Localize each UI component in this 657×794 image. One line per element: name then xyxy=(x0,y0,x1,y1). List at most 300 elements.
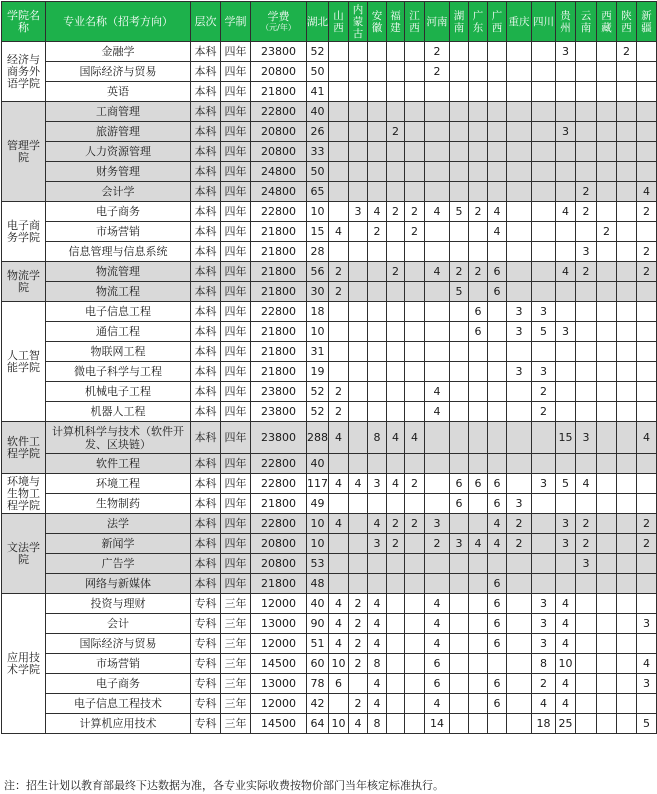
quota-cell xyxy=(507,282,532,302)
table-row xyxy=(2,282,657,302)
duration-cell: 四年 xyxy=(221,422,251,454)
level-cell: 本科 xyxy=(191,182,221,202)
quota-cell: 2 xyxy=(425,42,450,62)
table-row xyxy=(2,422,657,454)
quota-cell xyxy=(387,302,405,322)
quota-cell xyxy=(617,382,637,402)
quota-cell xyxy=(617,554,637,574)
quota-cell xyxy=(405,674,425,694)
quota-cell xyxy=(349,82,368,102)
quota-cell: 4 xyxy=(425,262,450,282)
quota-cell xyxy=(556,342,576,362)
quota-cell xyxy=(532,574,556,594)
fee-unit: （元/年） xyxy=(261,23,296,32)
quota-cell xyxy=(450,362,469,382)
level-cell: 本科 xyxy=(191,422,221,454)
quota-cell xyxy=(387,402,405,422)
quota-cell xyxy=(576,594,597,614)
quota-cell: 64 xyxy=(307,714,329,734)
quota-cell xyxy=(368,574,387,594)
quota-cell xyxy=(329,574,349,594)
quota-cell xyxy=(387,554,405,574)
quota-cell xyxy=(469,514,488,534)
quota-cell xyxy=(450,302,469,322)
table-row xyxy=(2,322,657,342)
fee-cell: 22800 xyxy=(251,474,307,494)
quota-cell xyxy=(329,342,349,362)
quota-cell xyxy=(368,302,387,322)
quota-cell xyxy=(507,182,532,202)
quota-cell xyxy=(405,342,425,362)
quota-cell xyxy=(597,102,617,122)
quota-cell: 6 xyxy=(488,614,507,634)
quota-cell xyxy=(425,282,450,302)
major-cell: 微电子科学与工程 xyxy=(46,362,191,382)
fee-cell: 22800 xyxy=(251,102,307,122)
duration-cell: 四年 xyxy=(221,182,251,202)
level-cell: 本科 xyxy=(191,454,221,474)
quota-cell xyxy=(329,302,349,322)
major-cell: 广告学 xyxy=(46,554,191,574)
quota-cell xyxy=(576,222,597,242)
quota-cell xyxy=(597,614,617,634)
quota-cell xyxy=(425,162,450,182)
quota-cell xyxy=(387,282,405,302)
quota-cell xyxy=(507,614,532,634)
quota-cell xyxy=(637,122,657,142)
fee-cell: 13000 xyxy=(251,614,307,634)
quota-cell xyxy=(576,102,597,122)
quota-cell: 25 xyxy=(556,714,576,734)
quota-cell xyxy=(576,142,597,162)
quota-cell: 3 xyxy=(556,514,576,534)
level-cell: 本科 xyxy=(191,82,221,102)
fee-cell: 21800 xyxy=(251,362,307,382)
quota-cell: 6 xyxy=(469,302,488,322)
duration-cell: 四年 xyxy=(221,242,251,262)
quota-cell xyxy=(507,654,532,674)
quota-cell: 3 xyxy=(349,202,368,222)
quota-cell xyxy=(576,454,597,474)
table-row xyxy=(2,82,657,102)
quota-cell: 6 xyxy=(425,674,450,694)
quota-cell: 4 xyxy=(405,422,425,454)
quota-cell xyxy=(507,162,532,182)
quota-cell xyxy=(329,82,349,102)
quota-cell xyxy=(387,182,405,202)
col-province: 新疆 xyxy=(637,2,657,42)
quota-cell xyxy=(617,614,637,634)
quota-cell xyxy=(532,142,556,162)
quota-cell: 4 xyxy=(329,634,349,654)
quota-cell xyxy=(329,102,349,122)
quota-cell xyxy=(507,62,532,82)
quota-cell xyxy=(637,634,657,654)
quota-cell xyxy=(617,282,637,302)
quota-cell xyxy=(349,142,368,162)
quota-cell xyxy=(387,142,405,162)
quota-cell xyxy=(425,242,450,262)
major-cell: 软件工程 xyxy=(46,454,191,474)
quota-cell xyxy=(488,242,507,262)
col-province: 陕西 xyxy=(617,2,637,42)
quota-cell xyxy=(597,674,617,694)
quota-cell: 3 xyxy=(637,674,657,694)
quota-cell xyxy=(576,162,597,182)
duration-cell: 四年 xyxy=(221,454,251,474)
quota-cell xyxy=(425,302,450,322)
quota-cell xyxy=(488,62,507,82)
quota-cell xyxy=(556,382,576,402)
quota-cell xyxy=(576,402,597,422)
table-row xyxy=(2,714,657,734)
quota-cell: 4 xyxy=(425,202,450,222)
quota-cell xyxy=(368,262,387,282)
quota-cell xyxy=(425,554,450,574)
quota-cell: 41 xyxy=(307,82,329,102)
enrollment-table xyxy=(1,1,657,734)
quota-cell xyxy=(425,182,450,202)
quota-cell xyxy=(349,362,368,382)
quota-cell xyxy=(450,594,469,614)
quota-cell: 3 xyxy=(576,554,597,574)
quota-cell xyxy=(450,422,469,454)
table-row xyxy=(2,474,657,494)
quota-cell xyxy=(597,62,617,82)
major-cell: 电子信息工程 xyxy=(46,302,191,322)
quota-cell xyxy=(450,82,469,102)
quota-cell: 3 xyxy=(425,514,450,534)
quota-cell xyxy=(469,402,488,422)
fee-cell: 24800 xyxy=(251,162,307,182)
quota-cell xyxy=(387,674,405,694)
quota-cell xyxy=(450,514,469,534)
quota-cell xyxy=(597,574,617,594)
quota-cell: 6 xyxy=(450,474,469,494)
major-cell: 投资与理财 xyxy=(46,594,191,614)
quota-cell: 3 xyxy=(532,302,556,322)
quota-cell xyxy=(617,82,637,102)
quota-cell xyxy=(617,494,637,514)
fee-cell: 14500 xyxy=(251,714,307,734)
quota-cell xyxy=(637,694,657,714)
quota-cell xyxy=(450,454,469,474)
quota-cell xyxy=(450,342,469,362)
quota-cell xyxy=(425,102,450,122)
quota-cell: 2 xyxy=(349,634,368,654)
fee-cell: 20800 xyxy=(251,534,307,554)
quota-cell xyxy=(450,222,469,242)
quota-cell xyxy=(450,574,469,594)
quota-cell: 5 xyxy=(532,322,556,342)
quota-cell: 4 xyxy=(425,594,450,614)
quota-cell xyxy=(387,322,405,342)
major-cell: 财务管理 xyxy=(46,162,191,182)
quota-cell xyxy=(469,654,488,674)
quota-cell xyxy=(507,262,532,282)
quota-cell xyxy=(349,574,368,594)
duration-cell: 三年 xyxy=(221,654,251,674)
major-cell: 电子商务 xyxy=(46,674,191,694)
quota-cell: 3 xyxy=(556,322,576,342)
quota-cell xyxy=(576,694,597,714)
quota-cell: 40 xyxy=(307,102,329,122)
quota-cell xyxy=(349,322,368,342)
level-cell: 本科 xyxy=(191,574,221,594)
quota-cell xyxy=(507,474,532,494)
quota-cell xyxy=(532,534,556,554)
college-name: 电子商务学院 xyxy=(2,202,46,262)
quota-cell xyxy=(368,322,387,342)
level-cell: 本科 xyxy=(191,382,221,402)
duration-cell: 四年 xyxy=(221,574,251,594)
quota-cell: 4 xyxy=(425,382,450,402)
fee-cell: 20800 xyxy=(251,142,307,162)
fee-cell: 21800 xyxy=(251,494,307,514)
level-cell: 本科 xyxy=(191,242,221,262)
major-cell: 信息管理与信息系统 xyxy=(46,242,191,262)
duration-cell: 四年 xyxy=(221,382,251,402)
quota-cell: 6 xyxy=(488,694,507,714)
quota-cell xyxy=(597,514,617,534)
quota-cell: 2 xyxy=(507,514,532,534)
duration-cell: 四年 xyxy=(221,302,251,322)
quota-cell xyxy=(405,42,425,62)
major-cell: 通信工程 xyxy=(46,322,191,342)
col-duration: 学制 xyxy=(221,2,251,42)
quota-cell xyxy=(597,202,617,222)
quota-cell: 2 xyxy=(576,534,597,554)
quota-cell xyxy=(368,82,387,102)
college-name: 环境与生物工程学院 xyxy=(2,474,46,514)
quota-cell: 26 xyxy=(307,122,329,142)
table-row xyxy=(2,402,657,422)
quota-cell xyxy=(507,634,532,654)
quota-cell xyxy=(425,362,450,382)
col-province: 江西 xyxy=(405,2,425,42)
quota-cell: 6 xyxy=(488,282,507,302)
quota-cell xyxy=(507,222,532,242)
quota-cell xyxy=(469,242,488,262)
duration-cell: 四年 xyxy=(221,222,251,242)
quota-cell xyxy=(387,494,405,514)
quota-cell xyxy=(349,342,368,362)
duration-cell: 四年 xyxy=(221,82,251,102)
fee-cell: 22800 xyxy=(251,202,307,222)
quota-cell: 48 xyxy=(307,574,329,594)
fee-cell: 20800 xyxy=(251,554,307,574)
quota-cell xyxy=(349,554,368,574)
major-cell: 工商管理 xyxy=(46,102,191,122)
col-province: 贵州 xyxy=(556,2,576,42)
quota-cell xyxy=(597,654,617,674)
table-row xyxy=(2,454,657,474)
quota-cell xyxy=(556,402,576,422)
quota-cell xyxy=(349,674,368,694)
quota-cell: 3 xyxy=(532,594,556,614)
col-province: 广西 xyxy=(488,2,507,42)
quota-cell xyxy=(576,342,597,362)
level-cell: 本科 xyxy=(191,342,221,362)
quota-cell xyxy=(488,554,507,574)
quota-cell xyxy=(329,494,349,514)
quota-cell xyxy=(425,574,450,594)
quota-cell xyxy=(532,182,556,202)
quota-cell xyxy=(368,62,387,82)
quota-cell xyxy=(405,382,425,402)
quota-cell: 6 xyxy=(488,262,507,282)
duration-cell: 三年 xyxy=(221,614,251,634)
quota-cell: 4 xyxy=(368,674,387,694)
quota-cell: 5 xyxy=(450,282,469,302)
college-name: 经济与商务外语学院 xyxy=(2,42,46,102)
quota-cell xyxy=(597,342,617,362)
quota-cell xyxy=(576,382,597,402)
quota-cell xyxy=(450,694,469,714)
major-cell: 计算机应用技术 xyxy=(46,714,191,734)
quota-cell: 53 xyxy=(307,554,329,574)
quota-cell xyxy=(617,422,637,454)
quota-cell: 3 xyxy=(507,302,532,322)
quota-cell xyxy=(329,322,349,342)
quota-cell: 4 xyxy=(368,202,387,222)
level-cell: 专科 xyxy=(191,614,221,634)
quota-cell: 28 xyxy=(307,242,329,262)
quota-cell: 2 xyxy=(637,242,657,262)
quota-cell xyxy=(576,82,597,102)
level-cell: 本科 xyxy=(191,202,221,222)
quota-cell xyxy=(617,514,637,534)
quota-cell xyxy=(637,222,657,242)
quota-cell xyxy=(405,142,425,162)
quota-cell xyxy=(329,554,349,574)
quota-cell: 15 xyxy=(307,222,329,242)
quota-cell: 6 xyxy=(469,474,488,494)
quota-cell xyxy=(617,242,637,262)
quota-cell xyxy=(597,142,617,162)
level-cell: 专科 xyxy=(191,714,221,734)
quota-cell xyxy=(329,454,349,474)
quota-cell: 2 xyxy=(349,594,368,614)
quota-cell xyxy=(368,242,387,262)
major-cell: 机械电子工程 xyxy=(46,382,191,402)
quota-cell xyxy=(617,342,637,362)
quota-cell: 3 xyxy=(556,42,576,62)
quota-cell xyxy=(532,82,556,102)
quota-cell xyxy=(617,474,637,494)
quota-cell xyxy=(425,422,450,454)
quota-cell: 6 xyxy=(469,322,488,342)
quota-cell: 10 xyxy=(307,202,329,222)
quota-cell: 52 xyxy=(307,402,329,422)
quota-cell xyxy=(556,62,576,82)
major-cell: 物流工程 xyxy=(46,282,191,302)
quota-cell xyxy=(469,362,488,382)
quota-cell xyxy=(617,162,637,182)
quota-cell xyxy=(450,674,469,694)
quota-cell: 60 xyxy=(307,654,329,674)
quota-cell xyxy=(532,62,556,82)
quota-cell xyxy=(488,342,507,362)
quota-cell xyxy=(597,694,617,714)
quota-cell xyxy=(597,302,617,322)
quota-cell xyxy=(405,282,425,302)
quota-cell xyxy=(532,222,556,242)
table-row xyxy=(2,142,657,162)
quota-cell xyxy=(425,222,450,242)
quota-cell: 3 xyxy=(576,242,597,262)
fee-cell: 23800 xyxy=(251,402,307,422)
quota-cell: 19 xyxy=(307,362,329,382)
quota-cell xyxy=(329,122,349,142)
quota-cell: 40 xyxy=(307,454,329,474)
table-row xyxy=(2,382,657,402)
quota-cell: 4 xyxy=(368,514,387,534)
fee-cell: 22800 xyxy=(251,514,307,534)
quota-cell xyxy=(597,474,617,494)
major-cell: 环境工程 xyxy=(46,474,191,494)
quota-cell xyxy=(349,222,368,242)
quota-cell xyxy=(576,122,597,142)
quota-cell: 3 xyxy=(556,534,576,554)
quota-cell: 4 xyxy=(368,594,387,614)
duration-cell: 三年 xyxy=(221,634,251,654)
quota-cell xyxy=(597,422,617,454)
quota-cell xyxy=(349,302,368,322)
quota-cell: 2 xyxy=(349,694,368,714)
duration-cell: 四年 xyxy=(221,122,251,142)
quota-cell xyxy=(507,594,532,614)
college-name: 人工智能学院 xyxy=(2,302,46,422)
quota-cell: 4 xyxy=(425,614,450,634)
duration-cell: 四年 xyxy=(221,474,251,494)
quota-cell: 2 xyxy=(387,202,405,222)
quota-cell: 2 xyxy=(349,654,368,674)
level-cell: 本科 xyxy=(191,302,221,322)
col-province: 重庆 xyxy=(507,2,532,42)
quota-cell xyxy=(349,182,368,202)
quota-cell: 2 xyxy=(329,382,349,402)
quota-cell xyxy=(488,654,507,674)
quota-cell xyxy=(349,534,368,554)
quota-cell xyxy=(507,402,532,422)
quota-cell xyxy=(387,594,405,614)
quota-cell: 18 xyxy=(307,302,329,322)
level-cell: 本科 xyxy=(191,534,221,554)
quota-cell: 4 xyxy=(556,594,576,614)
quota-cell xyxy=(576,322,597,342)
quota-cell xyxy=(597,42,617,62)
quota-cell xyxy=(488,42,507,62)
college-name: 物流学院 xyxy=(2,262,46,302)
fee-cell: 21800 xyxy=(251,282,307,302)
col-level: 层次 xyxy=(191,2,221,42)
quota-cell xyxy=(532,342,556,362)
quota-cell: 3 xyxy=(532,474,556,494)
table-row xyxy=(2,634,657,654)
quota-cell: 4 xyxy=(556,694,576,714)
level-cell: 本科 xyxy=(191,362,221,382)
level-cell: 本科 xyxy=(191,42,221,62)
quota-cell xyxy=(617,322,637,342)
table-row xyxy=(2,342,657,362)
quota-cell xyxy=(597,554,617,574)
quota-cell xyxy=(405,162,425,182)
quota-cell: 10 xyxy=(556,654,576,674)
quota-cell xyxy=(387,654,405,674)
quota-cell xyxy=(532,242,556,262)
quota-cell xyxy=(425,474,450,494)
